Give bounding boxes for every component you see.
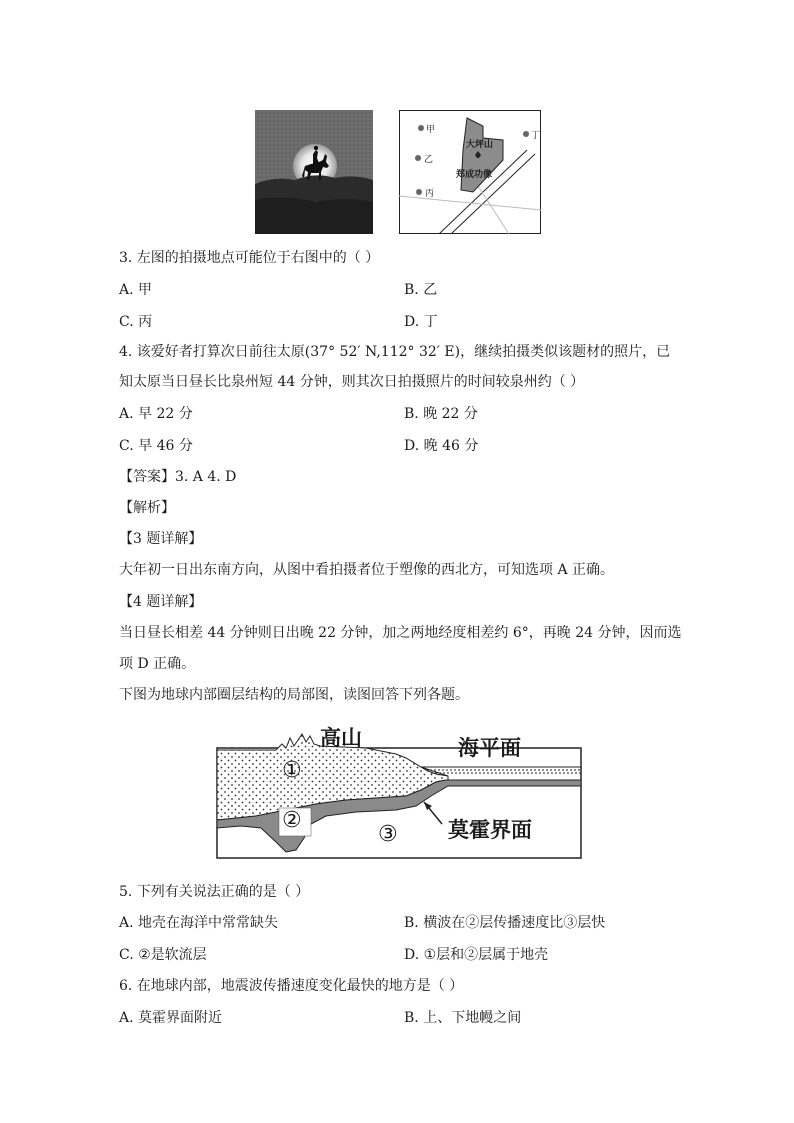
q3-option-c: C. 丙 [119, 314, 153, 330]
q3-option-d: D. 丁 [404, 314, 438, 330]
q5-option-c: C. ②是软流层 [119, 947, 207, 963]
q4-option-c: C. 早 46 分 [119, 438, 193, 454]
diagram-label-moho: 莫霍界面 [448, 818, 532, 842]
detail4-title: 【4 题详解】 [119, 594, 203, 610]
q6-stem: 6. 在地球内部，地震波传播速度变化最快的地方是（ ） [119, 978, 464, 994]
q4-option-a: A. 早 22 分 [119, 406, 193, 422]
q3-option-b: B. 乙 [404, 282, 438, 298]
map-label-ding: 丁 [531, 131, 541, 141]
q6-option-a: A. 莫霍界面附近 [119, 1010, 223, 1026]
map-label-yi: 乙 [424, 155, 434, 165]
point-yi [415, 155, 421, 161]
point-ding [523, 131, 529, 137]
detail3-title: 【3 题详解】 [119, 531, 203, 547]
q4-option-d: D. 晚 46 分 [404, 438, 479, 454]
diagram-label-layer2: ② [282, 808, 302, 833]
detail3-text: 大年初一日出东南方向，从图中看拍摄者位于塑像的西北方，可知选项 A 正确。 [119, 562, 615, 578]
section-intro: 下图为地球内部圈层结构的局部图，读图回答下列各题。 [119, 687, 469, 703]
map-label-statue: 郑成功像 [456, 170, 493, 180]
q4-stem-line1: 4. 该爱好者打算次日前往太原(37° 52′ N,112° 32′ E)，继续拍摄类似该题材的照片，已 [119, 344, 671, 360]
analysis-title: 【解析】 [119, 500, 175, 516]
earth-layer-diagram [216, 720, 586, 860]
q5-option-b: B. 横波在②层传播速度比③层快 [404, 915, 606, 931]
sunrise-photo [255, 110, 373, 234]
q3-stem: 3. 左图的拍摄地点可能位于右图中的（ ） [119, 250, 380, 266]
q6-option-b: B. 上、下地幔之间 [404, 1010, 522, 1026]
detail4-text-line1: 当日昼长相差 44 分钟则日出晚 22 分钟，加之两地经度相差约 6°，再晚 24 分钟，因而选 [119, 625, 682, 641]
q5-option-a: A. 地壳在海洋中常常缺失 [119, 915, 279, 931]
q5-option-d: D. ①层和②层属于地壳 [404, 947, 549, 963]
diagram-label-layer3: ③ [378, 822, 398, 847]
location-map [399, 110, 541, 234]
answer-line: 【答案】3. A 4. D [119, 469, 237, 485]
map-label-bing: 丙 [425, 189, 435, 199]
map-label-jia: 甲 [426, 125, 436, 135]
diagram-label-layer1: ① [282, 758, 302, 783]
point-bing [416, 189, 422, 195]
diagram-label-sea-level: 海平面 [458, 736, 521, 760]
q3-option-a: A. 甲 [119, 282, 153, 298]
q4-stem-line2: 知太原当日昼长比泉州短 44 分钟，则其次日拍摄照片的时间较泉州约（ ） [119, 374, 585, 390]
diagram-label-mountain: 高山 [320, 726, 362, 750]
detail4-text-line2: 项 D 正确。 [119, 656, 196, 672]
point-jia [418, 125, 424, 131]
q5-stem: 5. 下列有关说法正确的是（ ） [119, 884, 310, 900]
q4-option-b: B. 晚 22 分 [404, 406, 478, 422]
photo-image [255, 110, 373, 234]
map-label-mountain: 大坪山 [466, 140, 494, 150]
